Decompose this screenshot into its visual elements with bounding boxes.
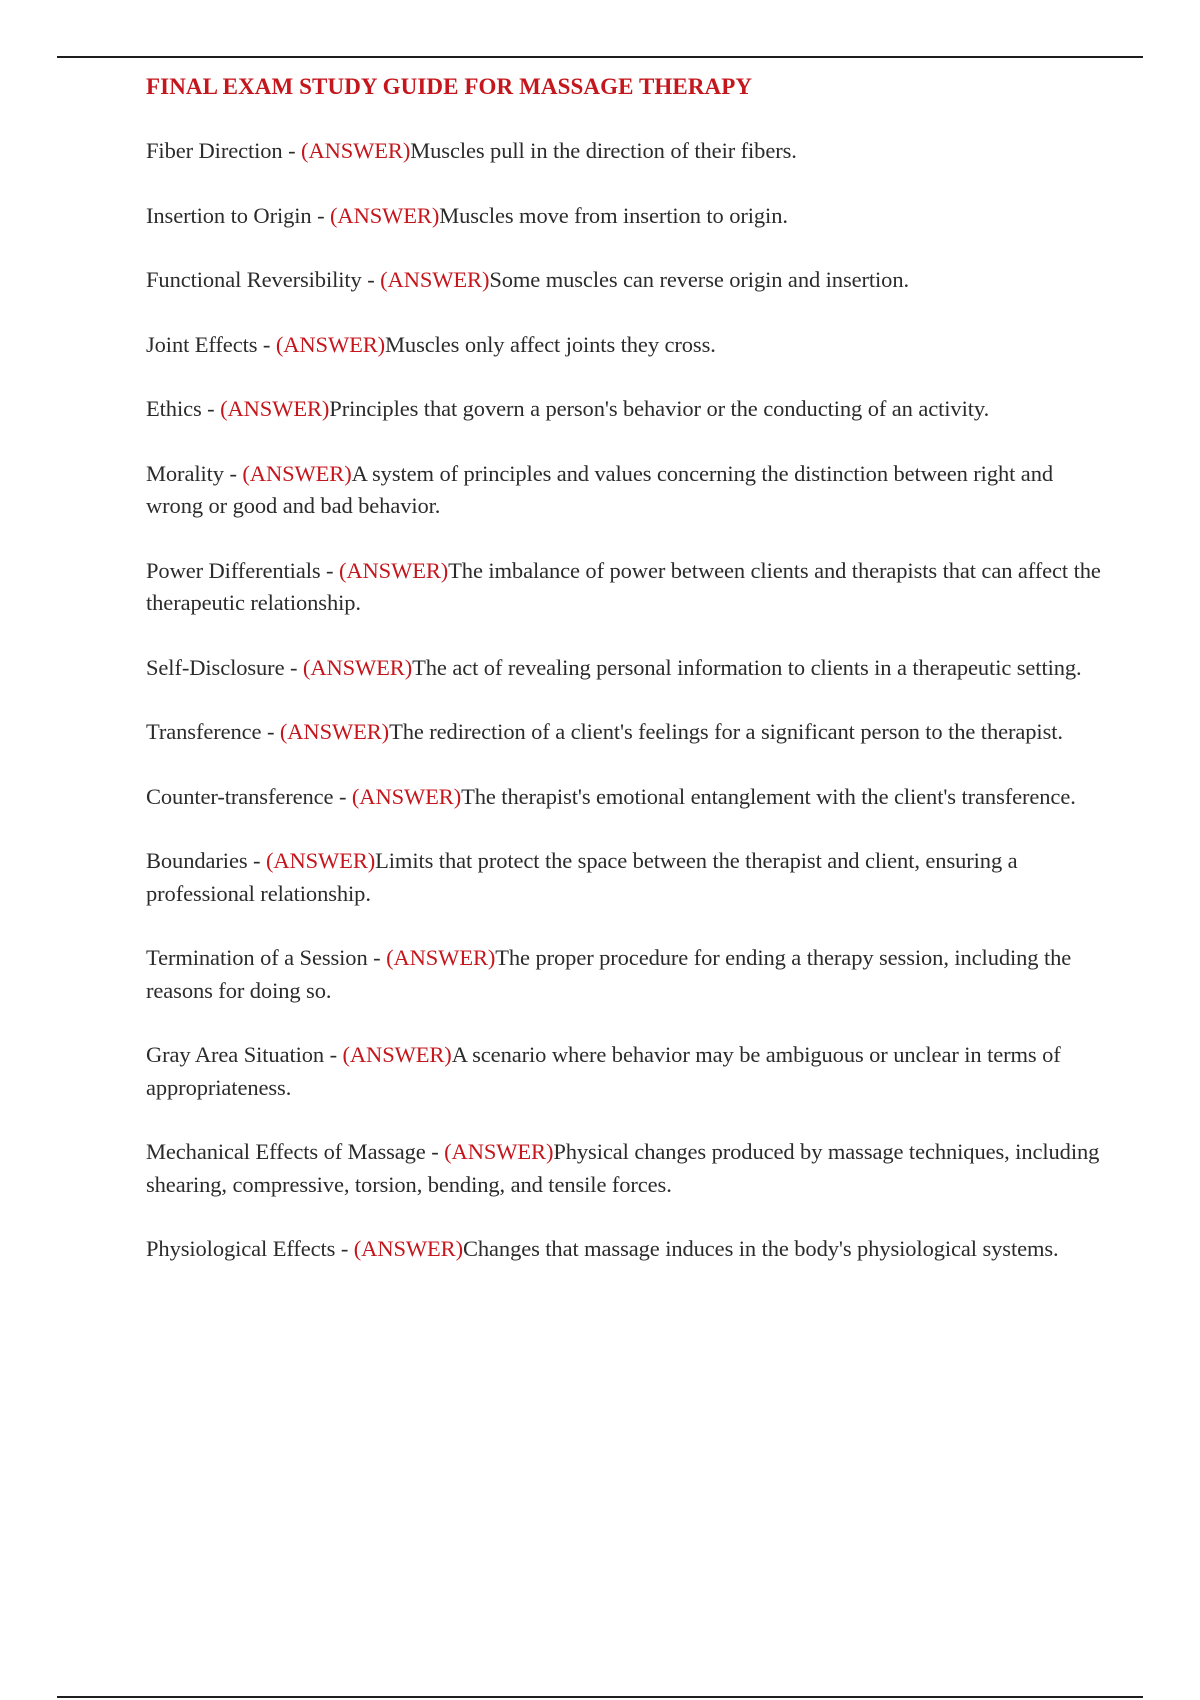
entry-term: Power Differentials bbox=[146, 557, 321, 583]
entry-separator: - bbox=[201, 396, 221, 421]
entry-term: Morality bbox=[146, 460, 224, 486]
entry-separator: - bbox=[223, 460, 243, 486]
entry-definition: Physical changes produced by massage techniques, including shearing, compressive, torsion, bending, and tensile forces. bbox=[146, 1139, 1100, 1197]
study-entry bbox=[146, 781, 1106, 814]
answer-tag: (ANSWER) bbox=[279, 719, 390, 744]
entry-term: Mechanical Effects of Massage bbox=[146, 1139, 426, 1164]
study-entry bbox=[146, 200, 1106, 233]
study-entry bbox=[146, 393, 1106, 426]
answer-tag: (ANSWER) bbox=[330, 202, 440, 228]
entry-term: Functional Reversibility bbox=[146, 267, 362, 292]
study-entry bbox=[146, 845, 1106, 910]
entry-separator: - bbox=[284, 654, 303, 680]
entry-term: Physiological Effects bbox=[146, 1236, 336, 1261]
answer-tag: (ANSWER) bbox=[353, 1236, 463, 1261]
entry-definition: The imbalance of power between clients and therapists that can affect the therapeutic relationship. bbox=[146, 557, 1101, 615]
answer-tag: (ANSWER) bbox=[338, 557, 449, 583]
study-entry bbox=[146, 652, 1106, 685]
entry-separator: - bbox=[361, 267, 381, 292]
entry-definition: Muscles pull in the direction of their fibers. bbox=[410, 138, 797, 163]
study-entry bbox=[146, 135, 1106, 168]
study-entry bbox=[146, 264, 1106, 297]
entry-term: Fiber Direction bbox=[146, 138, 283, 163]
document-body bbox=[146, 70, 1106, 1298]
entry-separator: - bbox=[247, 848, 266, 873]
answer-tag: (ANSWER) bbox=[302, 654, 413, 680]
entry-term: Self-Disclosure bbox=[146, 654, 285, 680]
entry-separator: - bbox=[333, 783, 352, 809]
entry-term: Ethics bbox=[146, 396, 202, 421]
answer-tag: (ANSWER) bbox=[351, 783, 462, 809]
study-entry bbox=[146, 1136, 1106, 1201]
entry-term: Boundaries bbox=[146, 848, 248, 873]
answer-tag: (ANSWER) bbox=[242, 460, 352, 486]
entry-definition: A system of principles and values concerning the distinction between right and wrong or good and bad behavior. bbox=[146, 460, 1053, 518]
study-entry bbox=[146, 555, 1106, 620]
entry-definition: The therapist's emotional entanglement with the client's transference. bbox=[461, 783, 1076, 809]
answer-tag: (ANSWER) bbox=[380, 267, 490, 292]
answer-tag: (ANSWER) bbox=[301, 138, 411, 163]
entry-term: Transference bbox=[146, 719, 262, 744]
entry-term: Counter-transference bbox=[146, 783, 334, 809]
entry-separator: - bbox=[311, 202, 331, 228]
study-entry bbox=[146, 1233, 1106, 1266]
document-title: FINAL EXAM STUDY GUIDE FOR MASSAGE THERAPY bbox=[146, 74, 753, 99]
entry-definition: The proper procedure for ending a therapy session, including the reasons for doing so. bbox=[146, 945, 1072, 1003]
entry-definition: Muscles only affect joints they cross. bbox=[385, 331, 716, 357]
entry-separator: - bbox=[320, 557, 339, 583]
entry-separator: - bbox=[324, 1042, 343, 1067]
answer-tag: (ANSWER) bbox=[342, 1042, 452, 1067]
entry-list bbox=[146, 135, 1106, 1266]
study-entry bbox=[146, 329, 1106, 362]
entry-definition: Limits that protect the space between the therapist and client, ensuring a professional relationship. bbox=[146, 848, 1018, 906]
entry-separator: - bbox=[335, 1236, 354, 1261]
entry-definition: The act of revealing personal information to clients in a therapeutic setting. bbox=[412, 654, 1082, 680]
answer-tag: (ANSWER) bbox=[220, 396, 330, 421]
entry-term: Joint Effects bbox=[146, 331, 258, 357]
answer-tag: (ANSWER) bbox=[265, 848, 376, 873]
entry-definition: A scenario where behavior may be ambiguous or unclear in terms of appropriateness. bbox=[146, 1042, 1061, 1100]
entry-definition: Principles that govern a person's behavior or the conducting of an activity. bbox=[329, 396, 990, 421]
entry-term: Gray Area Situation bbox=[146, 1042, 325, 1067]
entry-definition: Changes that massage induces in the body's physiological systems. bbox=[462, 1236, 1059, 1261]
entry-separator: - bbox=[257, 331, 276, 357]
entry-separator: - bbox=[282, 138, 302, 163]
study-entry bbox=[146, 716, 1106, 749]
answer-tag: (ANSWER) bbox=[444, 1139, 554, 1164]
entry-term: Insertion to Origin bbox=[146, 202, 312, 228]
answer-tag: (ANSWER) bbox=[275, 331, 386, 357]
entry-separator: - bbox=[367, 945, 387, 970]
study-entry bbox=[146, 1039, 1106, 1104]
entry-definition: Muscles move from insertion to origin. bbox=[439, 202, 788, 228]
entry-definition: The redirection of a client's feelings for a significant person to the therapist. bbox=[389, 719, 1063, 744]
entry-term: Termination of a Session bbox=[146, 945, 368, 970]
top-rule bbox=[57, 56, 1143, 58]
answer-tag: (ANSWER) bbox=[386, 945, 496, 970]
study-entry bbox=[146, 458, 1106, 523]
entry-separator: - bbox=[261, 719, 280, 744]
bottom-rule bbox=[57, 1696, 1143, 1698]
entry-separator: - bbox=[425, 1139, 445, 1164]
study-entry bbox=[146, 942, 1106, 1007]
entry-definition: Some muscles can reverse origin and insertion. bbox=[489, 267, 910, 292]
